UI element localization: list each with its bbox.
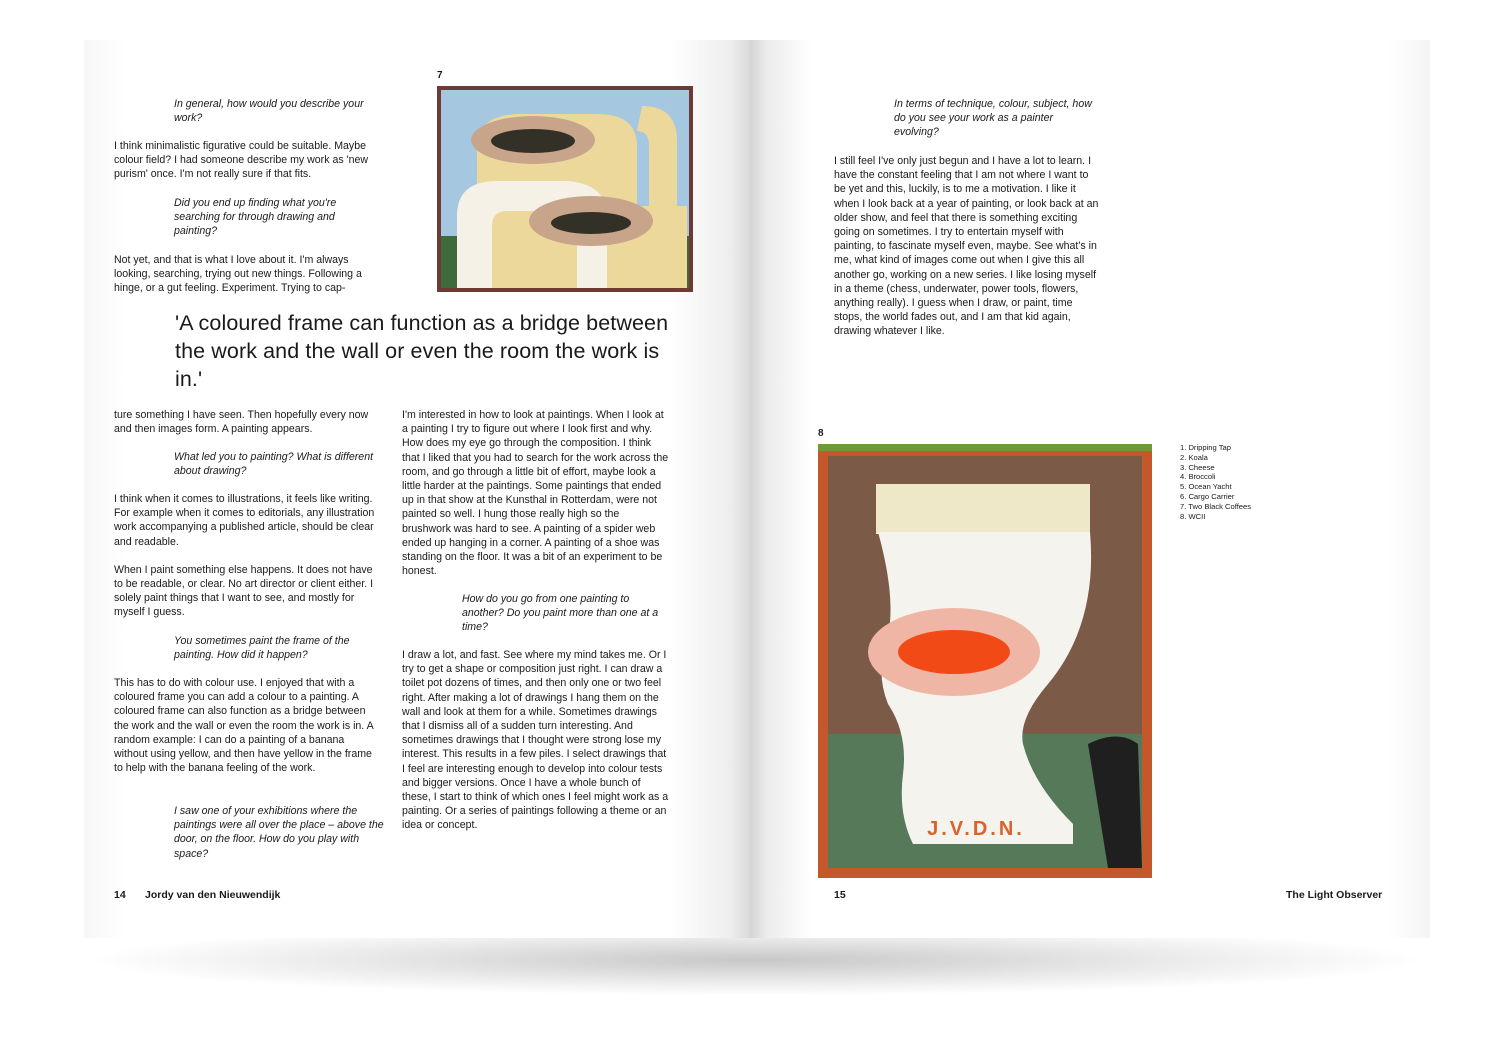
caption-item: 2. Koala bbox=[1180, 452, 1208, 462]
interview-answer-2 bbox=[114, 253, 380, 310]
pull-quote: 'A coloured frame can function as a bridge between the work and the wall or even the room the work is in.' bbox=[175, 311, 669, 391]
figure-captions-list bbox=[1180, 443, 1290, 521]
interview-answer-4 bbox=[114, 676, 380, 789]
answer-paragraph: When I paint something else happens. It does not have to be readable, or clear. No art director or client either. I solely paint things that I want to see, and mostly for myself I guess. bbox=[114, 563, 374, 619]
caption-item: 7. Two Black Coffees bbox=[1180, 501, 1252, 511]
interview-answer-1 bbox=[114, 139, 380, 196]
painting-figure-8 bbox=[818, 444, 1152, 878]
interview-answer-6 bbox=[402, 648, 670, 847]
folio-author-name: Jordy van den Nieuwendijk bbox=[145, 889, 281, 901]
caption-item: 1. Dripping Tap bbox=[1180, 443, 1231, 452]
answer-paragraph: ture something I have seen. Then hopefully every now and then images form. A painting appears. bbox=[114, 409, 369, 436]
folio-page-number-right: 15 bbox=[834, 889, 846, 901]
answer-paragraph: I think when it comes to illustrations, it feels like writing. For example when it comes to editorials, any illustration work accompanying a published article, should be clear and readable. bbox=[114, 493, 375, 548]
painting-signature: J.V.D.N. bbox=[927, 818, 1025, 840]
interview-question-4: You sometimes paint the frame of the painting. How did it happen? bbox=[174, 635, 350, 662]
figure-number-8: 8 bbox=[818, 428, 824, 439]
interview-answer-5 bbox=[402, 408, 670, 592]
caption-item: 6. Cargo Carrier bbox=[1180, 491, 1235, 501]
answer-paragraph: I'm interested in how to look at paintings. When I look at a painting I try to figure out where I look first and why. How does my eye go through the composition. I think that I liked that you had to search for the work across the room, and go through a little bit of effort, maybe look a little harder at the paintings. Some paintings that ended up in that show at the Kunsthal in Rotterdam, were not painted so well. I hung those really high so the brushwork was hard to see. A painting of a spider web ended up hanging in a corner. A painting of a shoe was standing on the floor. It was a bit of an experiment to be honest. bbox=[402, 409, 669, 578]
caption-item: 8. WCII bbox=[1180, 511, 1206, 521]
answer-paragraph: I draw a lot, and fast. See where my mind takes me. Or I try to get a shape or composition just right. I can draw a toilet pot dozens of times, and then only one or two feel right. After making a lot of drawings I hang them on the wall and look at them for a while. Sometimes drawings that I dismiss all of a sudden turn interesting. And sometimes drawings that I thought were strong lose my interest. This results in a few piles. I select drawings that I feel are interesting enough to develop into colour tests and bigger versions. Once I have a whole bunch of these, I start to think of which ones I feel might work as a painting. Or a series of paintings following a theme or an idea or concept. bbox=[402, 649, 669, 832]
caption-item: 3. Cheese bbox=[1180, 462, 1215, 472]
folio-magazine-title: The Light Observer bbox=[1286, 889, 1383, 901]
interview-answer-2-continued bbox=[114, 408, 380, 450]
interview-question-1: In general, how would you describe your work? bbox=[174, 98, 364, 125]
painting-figure-7 bbox=[437, 86, 693, 292]
interview-question-7: In terms of technique, colour, subject, how do you see your work as a painter evolving? bbox=[894, 98, 1092, 139]
interview-question-6: How do you go from one painting to another? Do you paint more than one at a time? bbox=[462, 593, 659, 634]
interview-question-2: Did you end up finding what you're searching for through drawing and painting? bbox=[174, 197, 337, 238]
answer-paragraph: This has to do with colour use. I enjoyed that with a coloured frame you can add a colour to a painting. A coloured frame can also function as a bridge between the work and the wall or even the room the work is in. A random example: I can do a painting of a banana without using yellow, and then have yellow in the frame to help with the banana feeling of the work. bbox=[114, 677, 374, 775]
interview-question-3: What led you to painting? What is different about drawing? bbox=[174, 451, 374, 478]
interview-answer-7 bbox=[834, 154, 1100, 353]
figure-number-7: 7 bbox=[437, 70, 443, 81]
caption-item: 4. Broccoli bbox=[1180, 472, 1216, 482]
interview-answer-3 bbox=[114, 492, 380, 634]
answer-paragraph: I still feel I've only just begun and I have a lot to learn. I have the constant feeling that I am not where I want to be yet and this, luckily, is to me a motivation. I like it when I look back at a year of painting, or look back at an older show, and feel that there is something exciting going on sometimes. I try to entertain myself with painting, to fascinate myself even, maybe. See what's in me, what kind of images come out when I give this all another go, working on a new series. I like losing myself in a theme (chess, underwater, power tools, flowers, anything really). I guess when I draw, or paint, time stops, the world fades out, and I am that kid again, drawing whatever I like. bbox=[834, 155, 1099, 338]
folio-page-number-left: 14 bbox=[114, 889, 126, 901]
interview-question-5: I saw one of your exhibitions where the paintings were all over the place – above the door, on the floor. How do you play with space? bbox=[174, 805, 384, 860]
answer-paragraph: I think minimalistic figurative could be suitable. Maybe colour field? I had someone describe my work as 'new purism' once. I'm not really sure if that fits. bbox=[114, 140, 369, 181]
caption-item: 5. Ocean Yacht bbox=[1180, 482, 1232, 492]
answer-paragraph: Not yet, and that is what I love about it. I'm always looking, searching, trying out new things. Following a hinge, or a gut feeling. Experiment. Trying to cap- bbox=[114, 254, 362, 295]
